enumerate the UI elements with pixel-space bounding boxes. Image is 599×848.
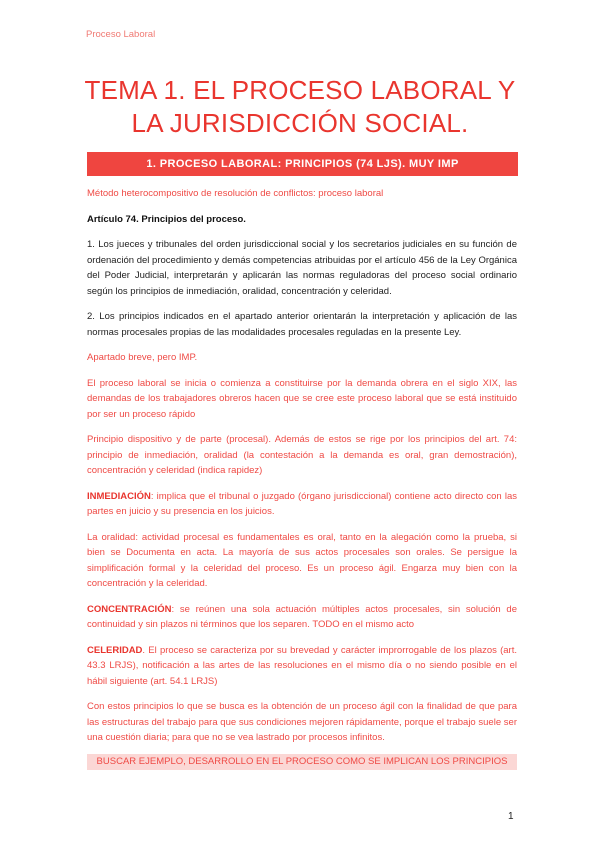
concentracion-term: CONCENTRACIÓN: [87, 603, 172, 615]
article-heading: Artículo 74. Principios del proceso.: [87, 213, 246, 225]
chapter-title-line-1: TEMA 1. EL PROCESO LABORAL Y: [84, 75, 516, 105]
celeridad-term: CELERIDAD: [87, 644, 143, 656]
origin-paragraph: El proceso laboral se inicia o comienza a constituirse por la demanda obrera en el siglo XIX, las demandas de los trabajadores obreros hacen que se cree este proceso laboral que se está instituido por ser un proceso rápido: [87, 377, 517, 420]
article-paragraph-2: 2. Los principios indicados en el apartado anterior orientarán la interpretación y aplicación de las normas procesales propias de las modalidades procesales reguladas en la presente Ley.: [87, 311, 517, 338]
celeridad-text: . El proceso se caracteriza por su brevedad y carácter improrrogable de los plazos (art. 43.3 LRJS), notificación a las artes de las resoluciones en el mismo día o no siendo posible en el hábil siguiente (art. 54.1 LRJS): [87, 644, 517, 687]
inmediacion-paragraph: [87, 489, 517, 520]
inmediacion-term: INMEDIACIÓN: [87, 490, 151, 502]
inmediacion-text: : implica que el tribunal o juzgado (órgano jurisdiccional) contiene acto directo con las partes en juicio y su presencia en los juicios.: [87, 490, 517, 517]
principles-paragraph: Principio dispositivo y de parte (procesal). Además de estos se rige por los principios del art. 74: principio de inmediación, oralidad (la contestación a la demanda es oral, gran demostración), concentración y celeridad (indica rapidez): [87, 434, 517, 476]
page-number: 1: [508, 811, 514, 822]
section-heading-text: 1. PROCESO LABORAL: PRINCIPIOS (74 LJS). MUY IMP: [146, 158, 459, 170]
article-paragraph-1: 1. Los jueces y tribunales del orden jurisdiccional social y los secretarios judiciales en su función de ordenación del procedimiento y demás competencias atribuidas por el artículo 456 de la Ley Orgánica del Poder Judicial, interpretarán y aplicarán las normas reguladoras del proceso social ordinario según los principios de inmediación, oralidad, concentración y celeridad.: [87, 239, 517, 297]
concentracion-text: : se reúnen una sola actuación múltiples actos procesales, sin solución de continuidad y sin plazos ni términos que los separen. TODO en el mismo acto: [87, 603, 517, 630]
highlight-note: BUSCAR EJEMPLO, DESARROLLO EN EL PROCESO COMO SE IMPLICAN LOS PRINCIPIOS: [87, 754, 517, 770]
note-paragraph: Apartado breve, pero IMP.: [87, 352, 198, 363]
chapter-title: [60, 74, 540, 140]
conclusion-paragraph: Con estos principios lo que se busca es la obtención de un proceso ágil con la finalidad de que para las estructuras del trabajo para que sus condiciones mejoren rápidamente, porque el trabajo suele ser una cuestión diaria; para que no se vea lastrado por procesos infinitos.: [87, 701, 517, 743]
celeridad-paragraph: [87, 643, 517, 690]
chapter-title-line-2: LA JURISDICCIÓN SOCIAL.: [131, 108, 469, 138]
section-heading-bar: [87, 152, 518, 176]
oralidad-paragraph: La oralidad: actividad procesal es fundamentales es oral, tanto en la alegación como la prueba, si bien se Documenta en acta. La mayoría de sus actos procesales son orales. Se persigue la simplificación formal y la celeridad del proceso. Es un proceso ágil. Engarza muy bien con la concentración y la celeridad.: [87, 531, 517, 589]
running-header: Proceso Laboral: [86, 29, 156, 40]
concentracion-paragraph: [87, 602, 517, 633]
document-body: [87, 186, 517, 770]
intro-paragraph: Método heterocompositivo de resolución de conflictos: proceso laboral: [87, 188, 384, 199]
